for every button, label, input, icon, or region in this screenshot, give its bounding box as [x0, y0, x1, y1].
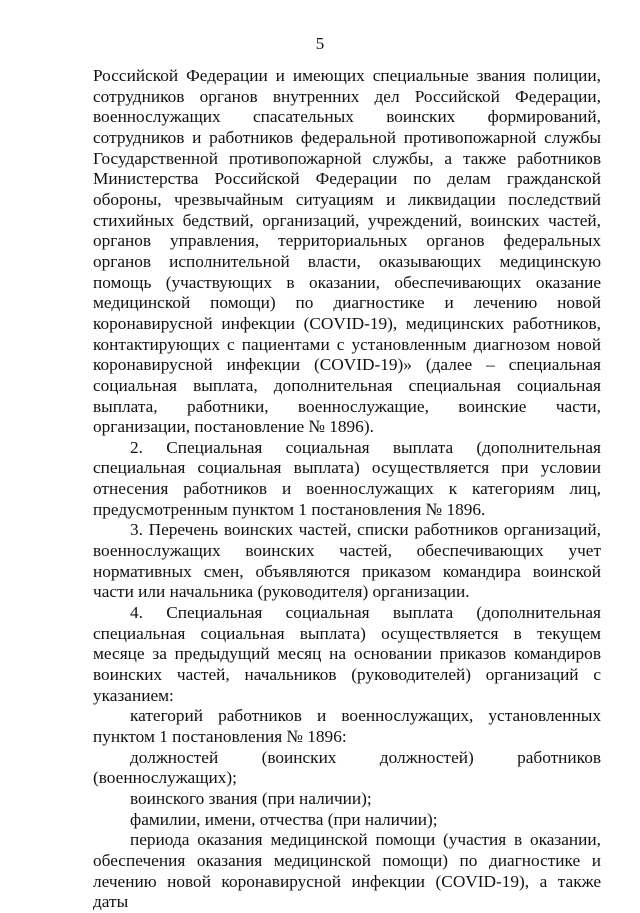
list-item-positions: должностей (воинских должностей) работников (военнослужащих); [93, 747, 601, 788]
paragraph-2: 2. Специальная социальная выплата (дополнительная специальная социальная выплата) осуществляется при условии отнесения работников и военнослужащих к категориям лиц, предусмотренным пунктом 1 постановления № 1896. [93, 437, 601, 519]
list-item-period: периода оказания медицинской помощи (участия в оказании, обеспечения оказания медицинской помощи) по диагностике и лечению новой коронавирусной инфекции (COVID-19), а также даты [93, 830, 601, 912]
page-number: 5 [315, 34, 325, 53]
paragraph-3: 3. Перечень воинских частей, списки работников организаций, военнослужащих воинских частей, обеспечивающих учет нормативных смен, объявляются приказом командира воинской части или начальника (руководителя) организации. [93, 520, 601, 602]
list-item-rank: воинского звания (при наличии); [130, 788, 372, 808]
list-item-full-name: фамилии, имени, отчества (при наличии); [130, 809, 438, 829]
paragraph-1-continued: Российской Федерации и имеющих специальные звания полиции, сотрудников органов внутренних дел Российской Федерации, военнослужащих спасательных воинских формирований, сотрудников и работников федеральной противопожарной службы Государственной противопожарной службы, а также работников Министерства Российской Федерации по делам гражданской обороны, чрезвычайным ситуациям и ликвидации последствий стихийных бедствий, организаций, учреждений, воинских частей, органов управления, территориальных органов федеральных органов исполнительной власти, оказывающих медицинскую помощь (участвующих в оказании, обеспечивающих оказание медицинской помощи) по диагностике и лечению новой коронавирусной инфекции (COVID-19), медицинских работников, контактирующих с пациентами с установленным диагнозом новой коронавирусной инфекции (COVID-19)» (далее – специальная социальная выплата, дополнительная специальная социальная выплата, работники, военнослужащие, воинские части, организации, постановление № 1896). [93, 66, 601, 437]
document-body [93, 66, 601, 913]
list-item-categories: категорий работников и военнослужащих, установленных пунктом 1 постановления № 1896: [93, 706, 601, 746]
paragraph-4: 4. Специальная социальная выплата (дополнительная специальная социальная выплата) осуществляется в текущем месяце за предыдущий месяц на основании приказов командиров воинских частей, начальников (руководителей) организаций с указанием: [93, 603, 601, 705]
